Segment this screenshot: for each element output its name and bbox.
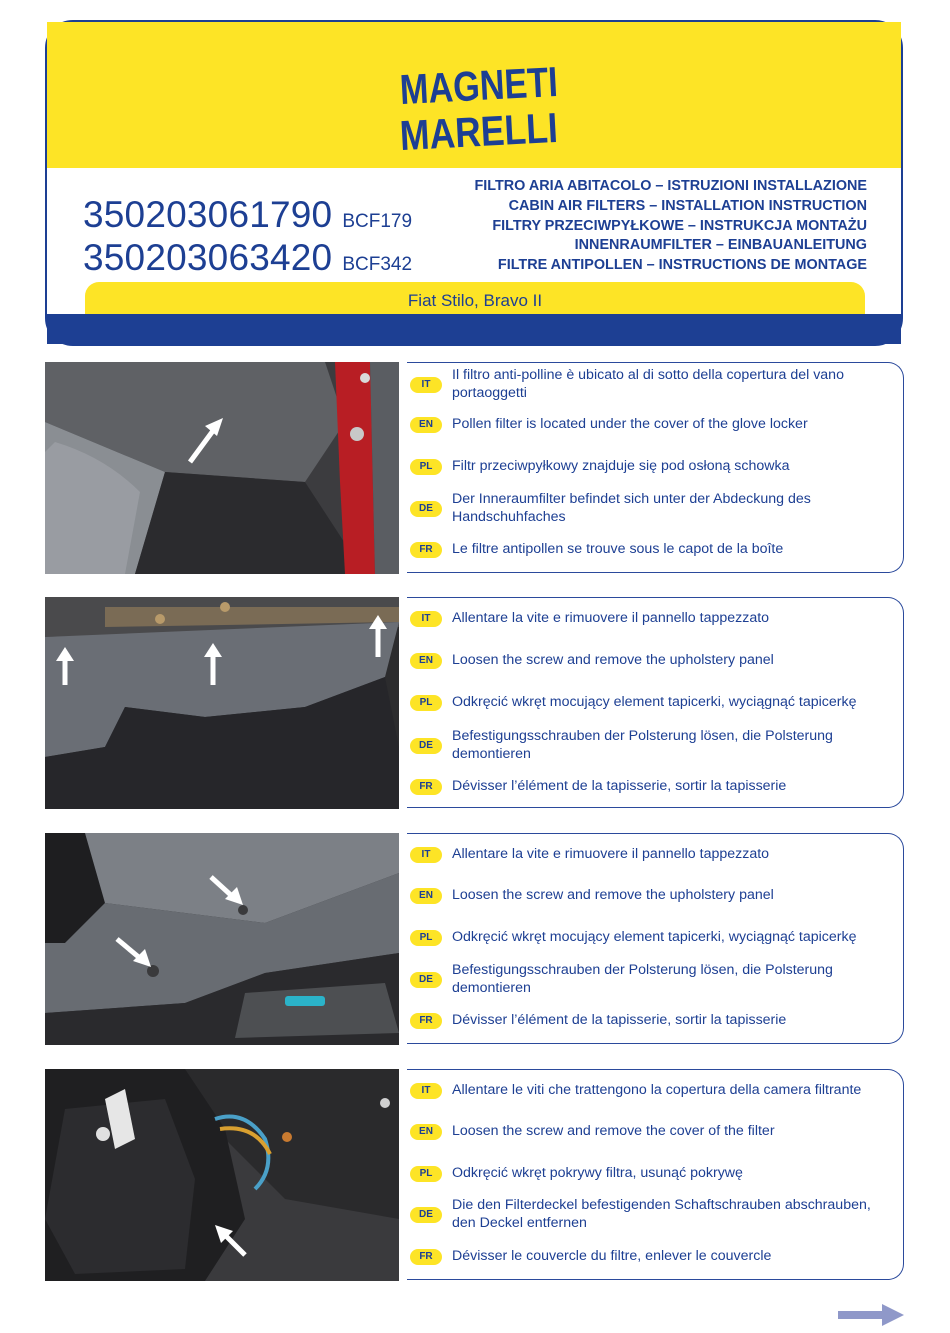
magneti-marelli-logo xyxy=(397,50,595,162)
step-item xyxy=(410,929,883,947)
step-1-panel xyxy=(407,362,904,573)
step-text: Odkręcić wkręt mocujący element tapicerki, wyciągnąć tapicerkę xyxy=(452,929,857,945)
step-3-photo xyxy=(45,833,399,1045)
part-number-1 xyxy=(83,194,412,236)
step-text: Dévisser le couvercle du filtre, enlever le couvercle xyxy=(452,1248,772,1264)
lang-badge: FR xyxy=(410,1249,442,1265)
lang-badge: EN xyxy=(410,653,442,669)
step-text: Odkręcić wkręt mocujący element tapicerki, wyciągnąć tapicerkę xyxy=(452,694,857,710)
lang-badge: IT xyxy=(410,377,442,393)
step-text: Pollen filter is located under the cover of the glove locker xyxy=(452,416,808,432)
lang-badge: DE xyxy=(410,972,442,988)
lang-badge: PL xyxy=(410,459,442,475)
step-text: Loosen the screw and remove the cover of the filter xyxy=(452,1123,775,1139)
part-ref: BCF342 xyxy=(342,254,413,275)
vehicle-model-bar xyxy=(85,282,865,318)
step-text: Allentare le viti che trattengono la copertura della camera filtrante xyxy=(452,1082,862,1098)
step-text: Odkręcić wkręt pokrywy filtra, usunąć pokrywę xyxy=(452,1165,743,1181)
document-titles xyxy=(474,177,867,276)
lang-badge: EN xyxy=(410,1124,442,1140)
lang-badge: IT xyxy=(410,847,442,863)
lang-badge: PL xyxy=(410,695,442,711)
step-text: Loosen the screw and remove the upholstery panel xyxy=(452,652,774,668)
step-item xyxy=(410,1123,883,1141)
step-text: Dévisser l’élément de la tapisserie, sortir la tapisserie xyxy=(452,778,787,794)
step-item xyxy=(410,367,883,402)
step-item xyxy=(410,1165,883,1183)
step-text: Befestigungsschrauben der Polsterung lösen, die Polsterung demontieren xyxy=(452,728,833,762)
header-blue-band xyxy=(47,314,901,344)
part-code: 350203061790 xyxy=(83,194,333,235)
lang-badge: FR xyxy=(410,542,442,558)
part-code: 350203063420 xyxy=(83,237,333,278)
step-text: Die den Filterdeckel befestigenden Schaftschrauben abschrauben, den Deckel entfernen xyxy=(452,1197,871,1231)
step-3-panel xyxy=(407,833,904,1044)
title-it: FILTRO ARIA ABITACOLO – ISTRUZIONI INSTALLAZIONE xyxy=(474,178,867,194)
lang-badge: FR xyxy=(410,1013,442,1029)
step-item xyxy=(410,728,883,763)
lang-badge: DE xyxy=(410,1207,442,1223)
step-item xyxy=(410,1082,883,1100)
step-text: Allentare la vite e rimuovere il pannello tappezzato xyxy=(452,610,770,626)
step-text: Le filtre antipollen se trouve sous le capot de la boîte xyxy=(452,541,784,557)
step-text: Dévisser l’élément de la tapisserie, sortir la tapisserie xyxy=(452,1012,787,1028)
step-text: Der Inneraumfilter befindet sich unter der Abdeckung des Handschuhfaches xyxy=(452,491,811,525)
lang-badge: PL xyxy=(410,1166,442,1182)
step-item xyxy=(410,610,883,628)
step-text: Filtr przeciwpyłkowy znajduje się pod osłoną schowka xyxy=(452,458,790,474)
step-item xyxy=(410,962,883,997)
lang-badge: FR xyxy=(410,779,442,795)
step-1-photo xyxy=(45,362,399,574)
step-item xyxy=(410,846,883,864)
part-number-2 xyxy=(83,237,412,279)
header-card xyxy=(45,20,903,346)
title-pl: FILTRY PRZECIWPYŁKOWE – INSTRUKCJA MONTAŻU xyxy=(492,217,867,234)
step-item xyxy=(410,1197,883,1232)
step-item xyxy=(410,541,883,559)
step-4-photo xyxy=(45,1069,399,1281)
step-item xyxy=(410,1248,883,1266)
title-de: INNENRAUMFILTER – EINBAUANLEITUNG xyxy=(574,237,867,254)
next-page-arrow-icon[interactable] xyxy=(838,1304,904,1326)
lang-badge: IT xyxy=(410,1083,442,1099)
step-text: Il filtro anti-polline è ubicato al di sotto della copertura del vano portaoggetti xyxy=(452,367,844,401)
step-item xyxy=(410,416,883,434)
title-fr: FILTRE ANTIPOLLEN – INSTRUCTIONS DE MONTAGE xyxy=(497,257,867,274)
step-4-panel xyxy=(407,1069,904,1280)
step-item xyxy=(410,694,883,712)
step-text: Allentare la vite e rimuovere il pannello tappezzato xyxy=(452,846,770,862)
title-en: CABIN AIR FILTERS – INSTALLATION INSTRUCTION xyxy=(508,197,867,214)
step-2-photo xyxy=(45,597,399,809)
step-item xyxy=(410,491,883,526)
lang-badge: EN xyxy=(410,888,442,904)
lang-badge: EN xyxy=(410,417,442,433)
lang-badge: DE xyxy=(410,501,442,517)
part-ref: BCF179 xyxy=(342,211,413,232)
step-2-panel xyxy=(407,597,904,808)
step-text: Loosen the screw and remove the upholstery panel xyxy=(452,887,774,903)
step-item xyxy=(410,652,883,670)
logo-line1: MAGNETI xyxy=(398,56,595,114)
step-item xyxy=(410,887,883,905)
lang-badge: PL xyxy=(410,930,442,946)
step-item xyxy=(410,1012,883,1030)
step-item xyxy=(410,778,883,796)
vehicle-model: Fiat Stilo, Bravo II xyxy=(407,291,543,310)
step-item xyxy=(410,458,883,476)
lang-badge: IT xyxy=(410,611,442,627)
step-text: Befestigungsschrauben der Polsterung lösen, die Polsterung demontieren xyxy=(452,962,833,996)
lang-badge: DE xyxy=(410,738,442,754)
logo-line2: MARELLI xyxy=(398,102,588,160)
